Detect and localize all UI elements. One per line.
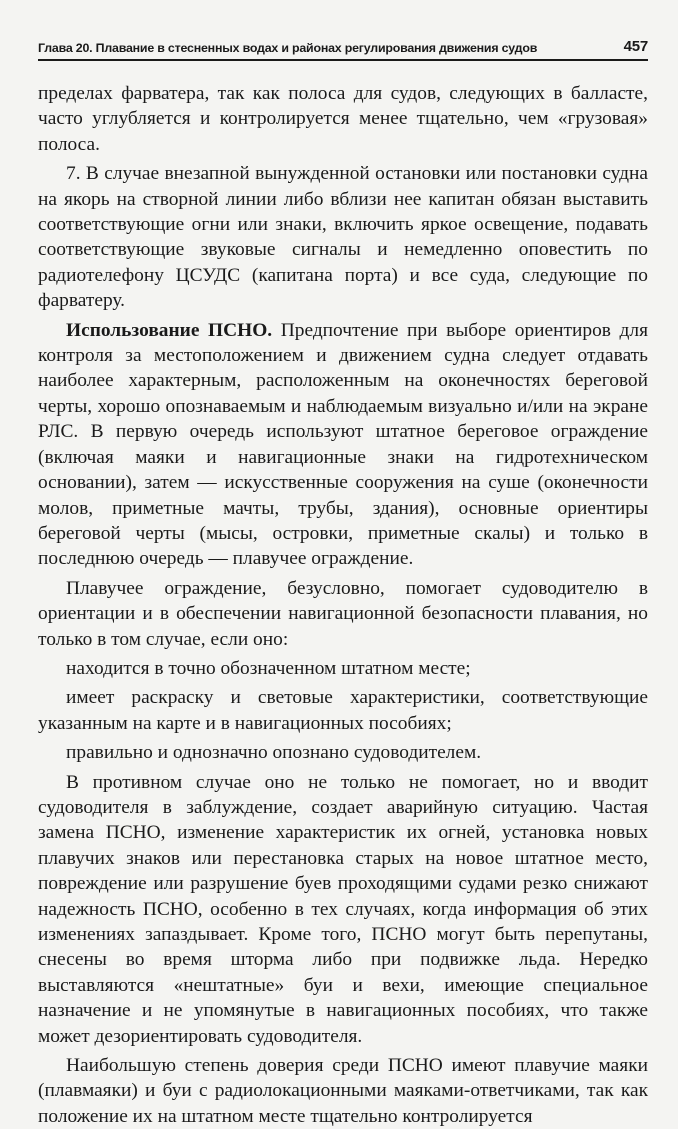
running-header bbox=[38, 38, 648, 61]
page-number: 457 bbox=[623, 38, 648, 55]
paragraph-psno-usage-text: Предпочтение при выборе ориентиров для контроля за местоположением и движением судна следует отдавать наиболее характерным, расположенным на оконечностях береговой черты, хорошо опознаваемым и наблюдаемым визуально и/или на экране РЛС. В первую очередь используют штатное береговое ограждение (включая маяки и навигационные знаки на гидротехническом основании), затем — искусственные сооружения на суше (оконечности молов, приметные мачты, трубы, здания), основные ориентиры береговой черты (мысы, островки, приметные скалы) и только в последнюю очередь — плавучее ограждение. bbox=[38, 319, 648, 570]
body-text bbox=[38, 81, 648, 1129]
list-item: имеет раскраску и световые характеристики, соответствующие указанным на карте и в навигационных пособиях; bbox=[38, 687, 648, 734]
paragraph-trust: Наибольшую степень доверия среди ПСНО имеют плавучие маяки (плавмаяки) и буи с радиолокационными маяками-ответчиками, так как положение их на штатном месте тщательно контролируется bbox=[38, 1055, 648, 1127]
paragraph-otherwise: В противном случае оно не только не помогает, но и вводит судоводителя в заблуждение, создает аварийную ситуацию. Частая замена ПСНО, изменение характеристик их огней, установка новых плавучих знаков или перестановка старых на новое штатное место, повреждение или разрушение буев проходящими судами резко снижают надежность ПСНО, особенно в тех случаях, когда информация об этих изменениях запаздывает. Кроме того, ПСНО могут быть перепутаны, снесены во время шторма либо при подвижке льда. Нередко выставляются «нештатные» буи и вехи, имеющие специальное назначение и не упомянутые в навигационных пособиях, что также может дезориентировать судоводителя. bbox=[38, 771, 648, 1047]
paragraph-psno-usage bbox=[38, 318, 648, 572]
paragraph-item-7: 7. В случае внезапной вынужденной остановки или постановки судна на якорь на створной линии либо вблизи нее капитан обязан выставить соответствующие огни или знаки, включить яркое освещение, подавать соответствующие звуковые сигналы и немедленно оповестить по радиотелефону ЦСУДС (капитана порта) и все суда, следующие по фарватеру. bbox=[38, 163, 648, 312]
list-item: находится в точно обозначенном штатном месте; bbox=[66, 657, 471, 679]
section-lead-heading: Использование ПСНО. bbox=[66, 319, 273, 341]
running-title: Глава 20. Плавание в стесненных водах и районах регулирования движения судов bbox=[38, 41, 538, 55]
paragraph-continuation: пределах фарватера, так как полоса для судов, следующих в балласте, часто углубляется и контролируется менее тщательно, чем «грузовая» полоса. bbox=[38, 83, 648, 155]
list-item: правильно и однозначно опознано судоводителем. bbox=[66, 742, 482, 764]
paragraph-floating-aids: Плавучее ограждение, безусловно, помогает судоводителю в ориентации и в обеспечении навигационной безопасности плавания, но только в том случае, если оно: bbox=[38, 577, 648, 650]
